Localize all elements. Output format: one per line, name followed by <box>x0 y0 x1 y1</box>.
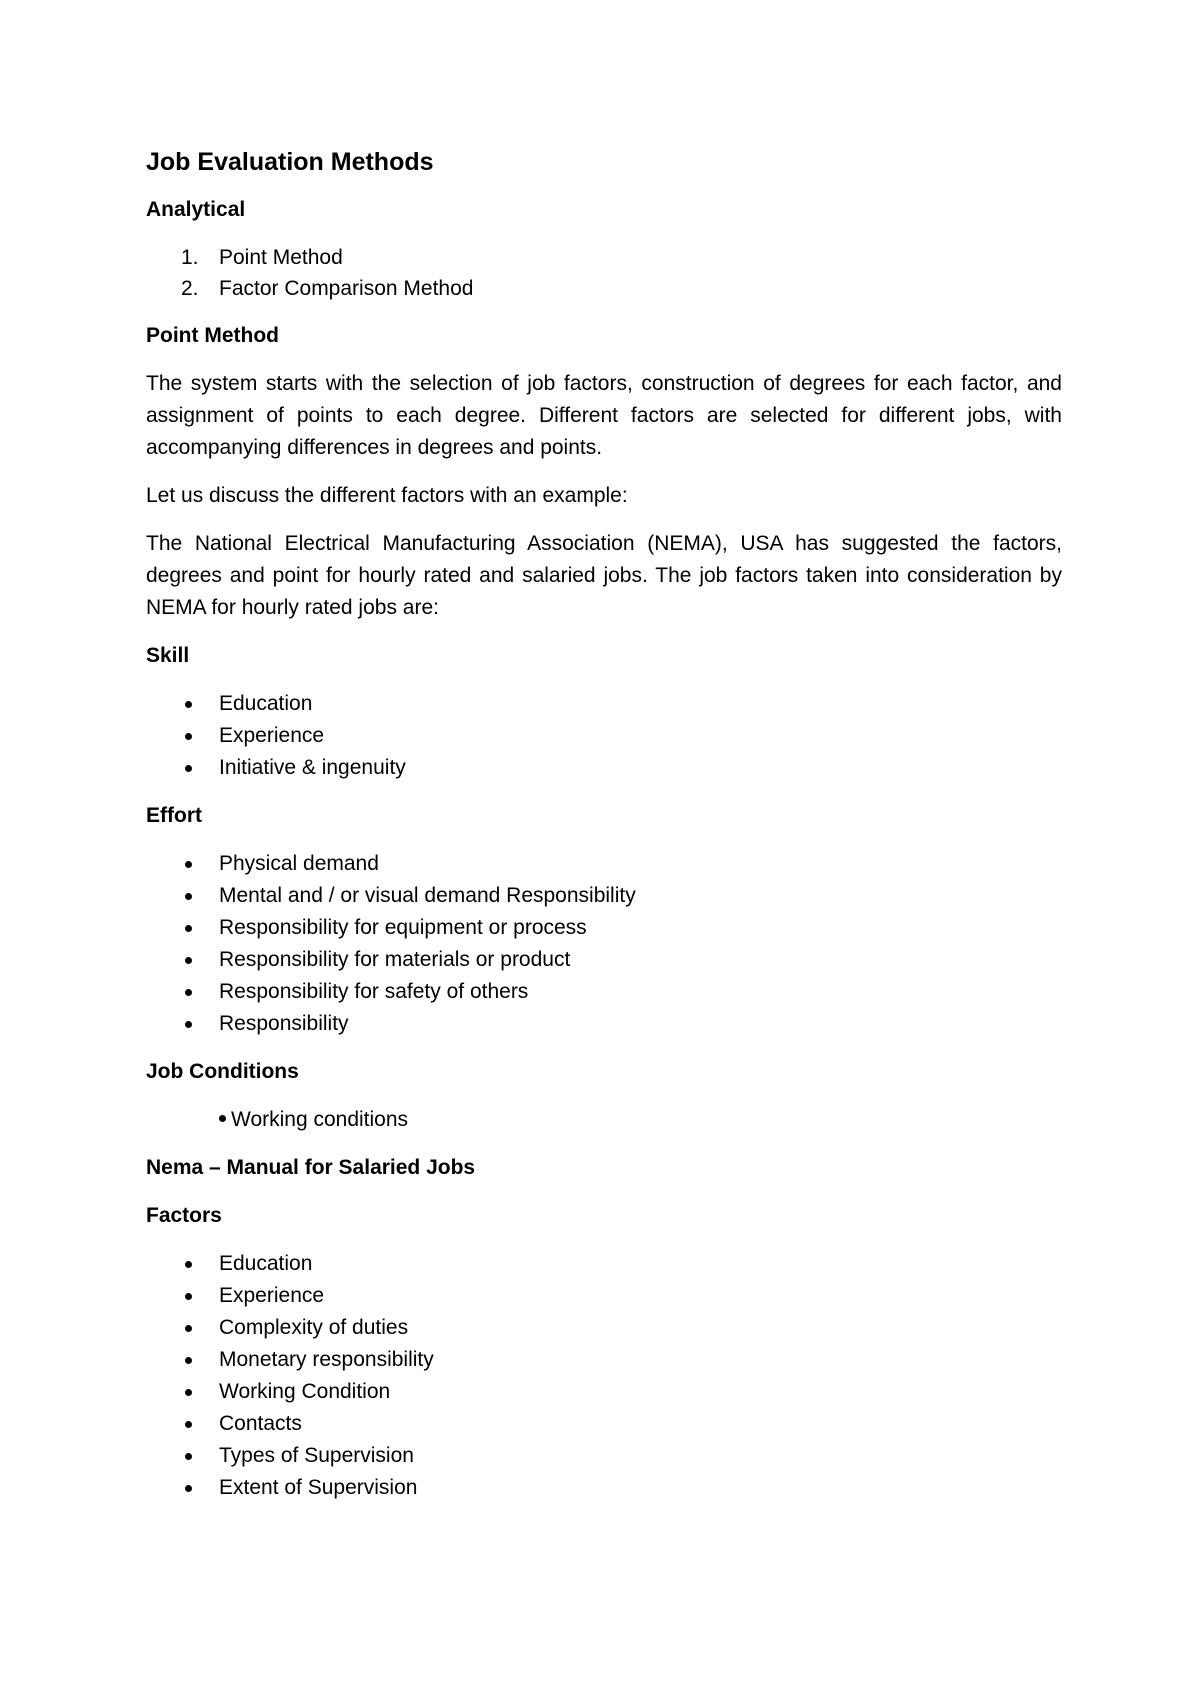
list-item-text: Extent of Supervision <box>219 1476 418 1499</box>
bullet-icon <box>185 1261 192 1268</box>
list-item <box>146 1312 1062 1344</box>
list-item-text: Point Method <box>219 246 343 269</box>
list-item <box>146 1008 1062 1040</box>
list-item <box>146 1248 1062 1280</box>
list-item <box>146 848 1062 880</box>
bullet-icon <box>185 1421 192 1428</box>
list-item <box>146 242 1062 273</box>
analytical-heading: Analytical <box>146 198 246 221</box>
bullet-icon <box>185 1357 192 1364</box>
list-item <box>146 976 1062 1008</box>
skill-heading: Skill <box>146 644 190 667</box>
list-item <box>146 880 1062 912</box>
bullet-icon <box>185 893 192 900</box>
bullet-icon <box>185 861 192 868</box>
list-item <box>146 912 1062 944</box>
list-item-text: Types of Supervision <box>219 1444 414 1467</box>
bullet-icon <box>185 1485 192 1492</box>
list-item-text: Experience <box>219 1284 325 1307</box>
list-item-text: Responsibility <box>219 1012 349 1035</box>
point-method-heading: Point Method <box>146 324 279 347</box>
nema-manual-heading: Nema – Manual for Salaried Jobs <box>146 1156 476 1179</box>
bullet-icon <box>185 989 192 996</box>
list-item-text: Experience <box>219 724 325 747</box>
factors-heading: Factors <box>146 1204 222 1227</box>
list-item-text: Factor Comparison Method <box>219 277 474 300</box>
effort-list <box>146 848 1062 1040</box>
document-title: Job Evaluation Methods <box>146 148 434 176</box>
list-item-text: Working Condition <box>219 1380 391 1403</box>
list-item <box>146 1376 1062 1408</box>
bullet-icon <box>185 925 192 932</box>
analytical-list <box>146 242 1062 304</box>
list-item-text: Monetary responsibility <box>219 1348 434 1371</box>
list-item-text: Initiative & ingenuity <box>219 756 406 779</box>
bullet-icon <box>185 733 192 740</box>
effort-heading: Effort <box>146 804 202 827</box>
list-item-text: Contacts <box>219 1412 302 1435</box>
example-intro-paragraph: Let us discuss the different factors with an example: <box>146 484 628 507</box>
bullet-icon <box>185 1389 192 1396</box>
list-item-text: Responsibility for safety of others <box>219 980 529 1003</box>
skill-list <box>146 688 1062 784</box>
list-item <box>146 1104 1062 1136</box>
list-item-text: Mental and / or visual demand Responsibility <box>219 884 636 907</box>
list-item-text: Education <box>219 1252 313 1275</box>
bullet-icon <box>185 1453 192 1460</box>
list-item <box>146 1440 1062 1472</box>
list-item <box>146 273 1062 304</box>
list-item-text: Physical demand <box>219 852 379 875</box>
point-method-paragraph: The system starts with the selection of job factors, construction of degrees for each factor, and assignment of points to each degree. Different factors are selected for different jobs, with accompanying differences in degrees and points. <box>146 372 1062 459</box>
bullet-icon <box>185 701 192 708</box>
bullet-icon <box>185 1293 192 1300</box>
list-item <box>146 944 1062 976</box>
list-number: 2. <box>181 277 199 300</box>
list-item <box>146 1472 1062 1504</box>
job-conditions-list <box>146 1104 1062 1136</box>
list-item-text: Working conditions <box>231 1108 409 1131</box>
factors-list <box>146 1248 1062 1504</box>
document-page <box>146 146 1062 1520</box>
nema-paragraph: The National Electrical Manufacturing Association (NEMA), USA has suggested the factors, degrees and point for hourly rated and salaried jobs. The job factors taken into consideration by NEMA for hourly rated jobs are: <box>146 532 1062 619</box>
list-item <box>146 752 1062 784</box>
bullet-icon <box>185 1021 192 1028</box>
bullet-icon <box>185 957 192 964</box>
list-item <box>146 720 1062 752</box>
list-item <box>146 1280 1062 1312</box>
bullet-icon <box>219 1115 226 1122</box>
bullet-icon <box>185 1325 192 1332</box>
list-item-text: Complexity of duties <box>219 1316 409 1339</box>
list-item <box>146 1344 1062 1376</box>
list-number: 1. <box>181 246 199 269</box>
list-item <box>146 1408 1062 1440</box>
bullet-icon <box>185 765 192 772</box>
list-item-text: Responsibility for materials or product <box>219 948 571 971</box>
list-item-text: Education <box>219 692 313 715</box>
job-conditions-heading: Job Conditions <box>146 1060 299 1083</box>
list-item-text: Responsibility for equipment or process <box>219 916 587 939</box>
list-item <box>146 688 1062 720</box>
